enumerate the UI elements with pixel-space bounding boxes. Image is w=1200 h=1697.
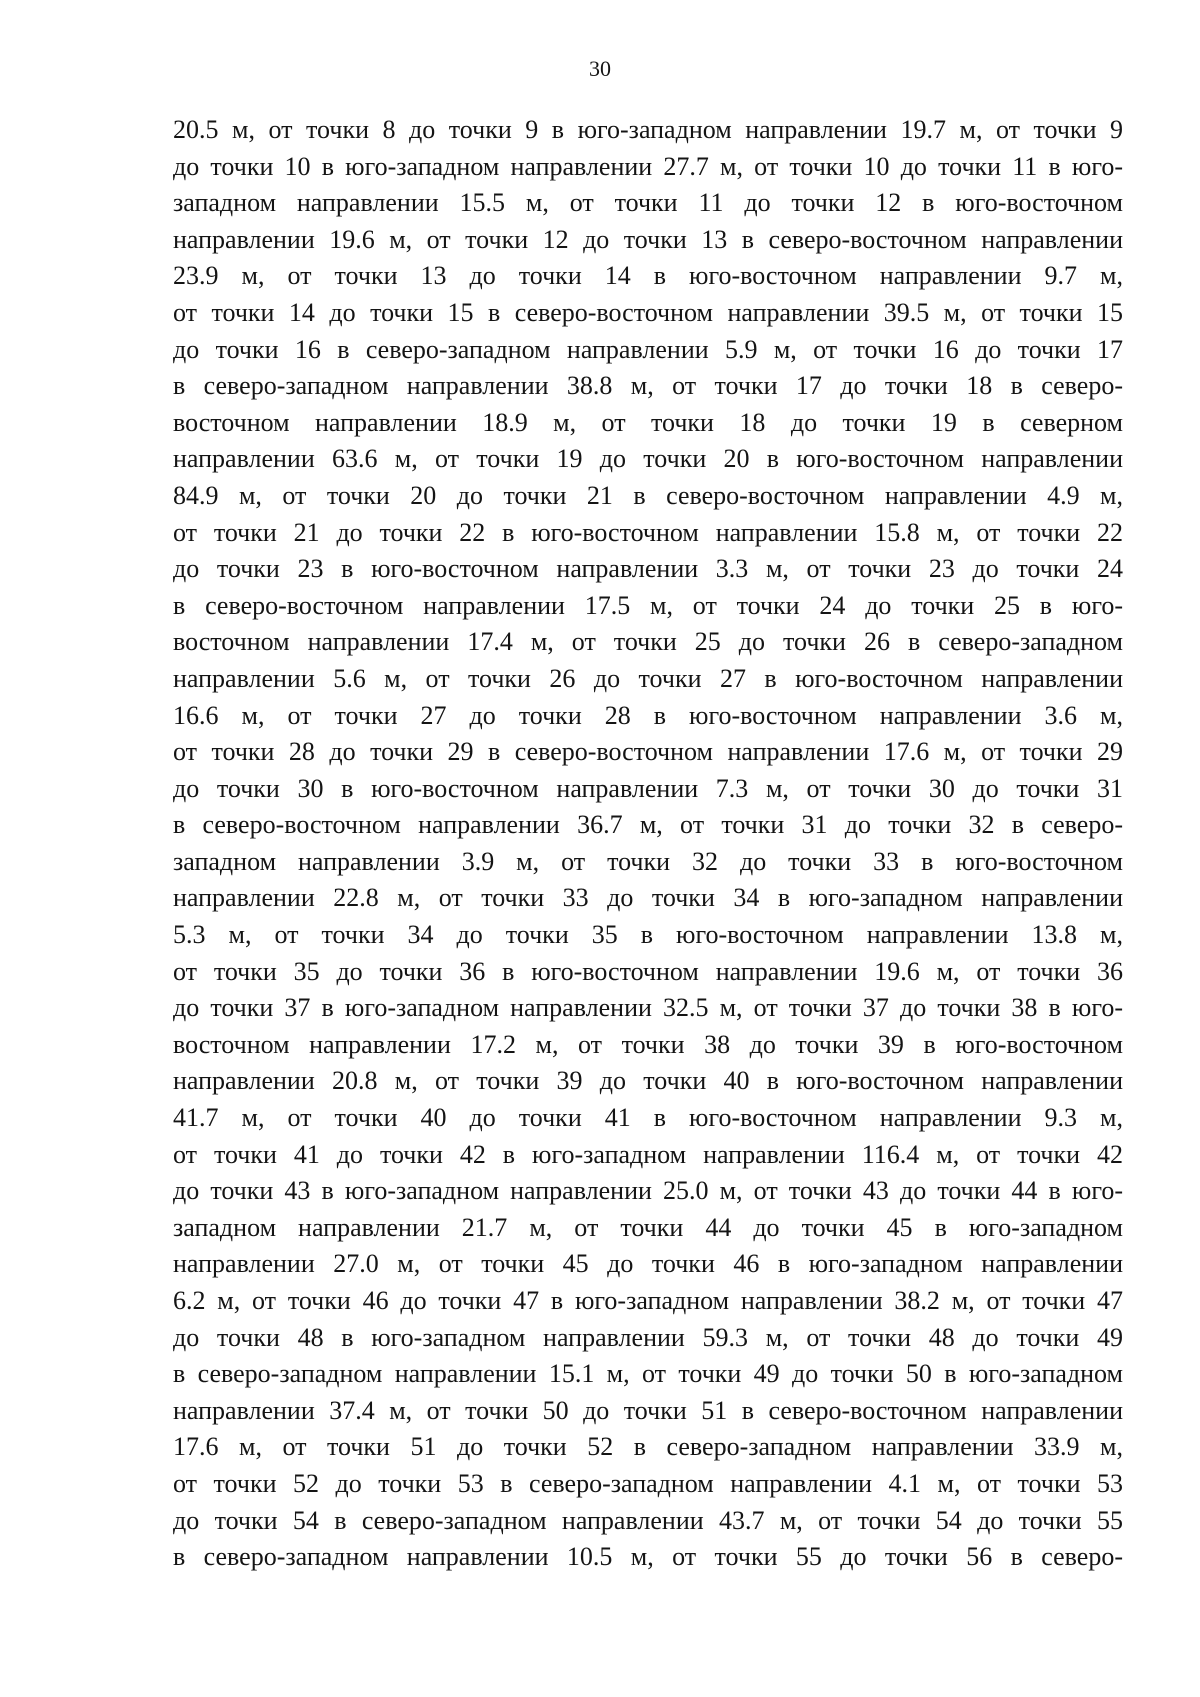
text-line: до точки 54 в северо-западном направлении 43.7 м, от точки 54 до точки 55 — [173, 1505, 1123, 1535]
text-line: восточном направлении 18.9 м, от точки 18 до точки 19 в северном — [173, 407, 1123, 437]
text-line: направлении 27.0 м, от точки 45 до точки 46 в юго-западном направлении — [173, 1249, 1123, 1279]
text-line: в северо-западном направлении 10.5 м, от точки 55 до точки 56 в северо- — [173, 1542, 1123, 1572]
text-line: 6.2 м, от точки 46 до точки 47 в юго-западном направлении 38.2 м, от точки 47 — [173, 1286, 1123, 1315]
body-paragraph — [173, 112, 1123, 1576]
text-line: от точки 14 до точки 15 в северо-восточном направлении 39.5 м, от точки 15 — [173, 297, 1123, 327]
text-line: до точки 10 в юго-западном направлении 27.7 м, от точки 10 до точки 11 в юго- — [173, 151, 1123, 181]
text-line: западном направлении 3.9 м, от точки 32 до точки 33 в юго-восточном — [173, 846, 1123, 876]
text-line: от точки 35 до точки 36 в юго-восточном направлении 19.6 м, от точки 36 — [173, 956, 1123, 986]
text-line: 17.6 м, от точки 51 до точки 52 в северо-западном направлении 33.9 м, — [173, 1432, 1123, 1462]
text-line: направлении 63.6 м, от точки 19 до точки 20 в юго-восточном направлении — [173, 444, 1123, 474]
text-line: направлении 20.8 м, от точки 39 до точки 40 в юго-восточном направлении — [173, 1066, 1123, 1096]
text-line: восточном направлении 17.2 м, от точки 38 до точки 39 в юго-восточном — [173, 1029, 1123, 1059]
text-line: направлении 5.6 м, от точки 26 до точки 27 в юго-восточном направлении — [173, 663, 1123, 693]
text-line: 84.9 м, от точки 20 до точки 21 в северо-восточном направлении 4.9 м, — [173, 480, 1123, 510]
text-line: до точки 48 в юго-западном направлении 59.3 м, от точки 48 до точки 49 — [173, 1322, 1123, 1352]
text-line: от точки 28 до точки 29 в северо-восточном направлении 17.6 м, от точки 29 — [173, 737, 1123, 767]
text-line: западном направлении 21.7 м, от точки 44 до точки 45 в юго-западном — [173, 1212, 1123, 1242]
text-line: до точки 37 в юго-западном направлении 32.5 м, от точки 37 до точки 38 в юго- — [173, 993, 1123, 1023]
text-line: в северо-восточном направлении 17.5 м, от точки 24 до точки 25 в юго- — [173, 590, 1123, 620]
text-line: направлении 19.6 м, от точки 12 до точки 13 в северо-восточном направлении — [173, 224, 1123, 254]
text-line: от точки 21 до точки 22 в юго-восточном направлении 15.8 м, от точки 22 — [173, 517, 1123, 547]
text-line: 23.9 м, от точки 13 до точки 14 в юго-восточном направлении 9.7 м, — [173, 261, 1123, 291]
text-line: в северо-западном направлении 38.8 м, от точки 17 до точки 18 в северо- — [173, 371, 1123, 401]
text-line: от точки 52 до точки 53 в северо-западном направлении 4.1 м, от точки 53 — [173, 1468, 1123, 1498]
text-line: западном направлении 15.5 м, от точки 11 до точки 12 в юго-восточном — [173, 188, 1123, 218]
text-line: 41.7 м, от точки 40 до точки 41 в юго-восточном направлении 9.3 м, — [173, 1103, 1123, 1133]
text-line: 16.6 м, от точки 27 до точки 28 в юго-восточном направлении 3.6 м, — [173, 700, 1123, 730]
text-line: направлении 22.8 м, от точки 33 до точки 34 в юго-западном направлении — [173, 883, 1123, 913]
text-line: направлении 37.4 м, от точки 50 до точки 51 в северо-восточном направлении — [173, 1395, 1123, 1425]
text-line: 5.3 м, от точки 34 до точки 35 в юго-восточном направлении 13.8 м, — [173, 920, 1123, 950]
text-line: в северо-западном направлении 15.1 м, от точки 49 до точки 50 в юго-западном — [173, 1359, 1123, 1389]
text-line: до точки 30 в юго-восточном направлении 7.3 м, от точки 30 до точки 31 — [173, 773, 1123, 803]
text-line: восточном направлении 17.4 м, от точки 25 до точки 26 в северо-западном — [173, 627, 1123, 657]
text-line: до точки 23 в юго-восточном направлении 3.3 м, от точки 23 до точки 24 — [173, 554, 1123, 584]
text-line: до точки 16 в северо-западном направлении 5.9 м, от точки 16 до точки 17 — [173, 334, 1123, 364]
text-line: от точки 41 до точки 42 в юго-западном направлении 116.4 м, от точки 42 — [173, 1139, 1123, 1169]
page-number: 30 — [589, 56, 611, 81]
text-line: до точки 43 в юго-западном направлении 25.0 м, от точки 43 до точки 44 в юго- — [173, 1176, 1123, 1206]
text-line: в северо-восточном направлении 36.7 м, от точки 31 до точки 32 в северо- — [173, 810, 1123, 840]
text-line: 20.5 м, от точки 8 до точки 9 в юго-западном направлении 19.7 м, от точки 9 — [173, 115, 1123, 144]
